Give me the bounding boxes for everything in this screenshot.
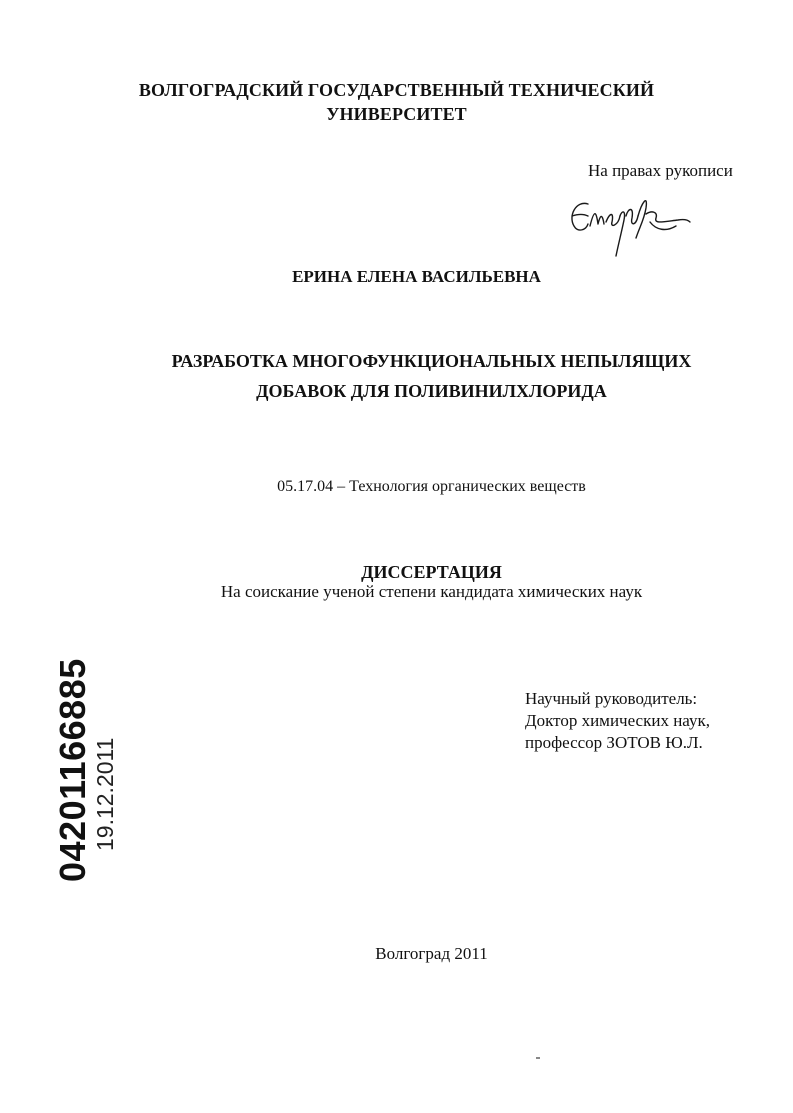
university-name-line1: ВОЛГОГРАДСКИЙ ГОСУДАРСТВЕННЫЙ ТЕХНИЧЕСКИЙ [138, 80, 655, 100]
library-stamp-number: 04201166885 [52, 658, 93, 882]
document-type-heading: ДИССЕРТАЦИЯ [361, 562, 502, 582]
title-line1: РАЗРАБОТКА МНОГОФУНКЦИОНАЛЬНЫХ НЕПЫЛЯЩИХ [171, 351, 692, 371]
manuscript-note: На правах рукописи [588, 161, 733, 180]
library-stamp-date: 19.12.2011 [92, 737, 118, 851]
handwritten-signature [566, 186, 696, 262]
supervisor-name: профессор ЗОТОВ Ю.Л. [525, 733, 703, 752]
university-heading [0, 78, 793, 126]
city-and-year: Волгоград 2011 [375, 944, 488, 963]
supervisor-label: Научный руководитель: [525, 689, 698, 708]
degree-statement: На соискание ученой степени кандидата химических наук [220, 582, 643, 601]
title-line2: ДОБАВОК ДЛЯ ПОЛИВИНИЛХЛОРИДА [256, 381, 607, 401]
supervisor-block [525, 688, 710, 754]
scan-speck [536, 1057, 540, 1059]
dissertation-title [0, 346, 793, 406]
specialty-code: 05.17.04 – Технология органических веществ [277, 478, 586, 495]
university-name-line2: УНИВЕРСИТЕТ [326, 104, 467, 124]
author-name: ЕРИНА ЕЛЕНА ВАСИЛЬЕВНА [292, 267, 541, 286]
supervisor-degree: Доктор химических наук, [525, 711, 710, 730]
